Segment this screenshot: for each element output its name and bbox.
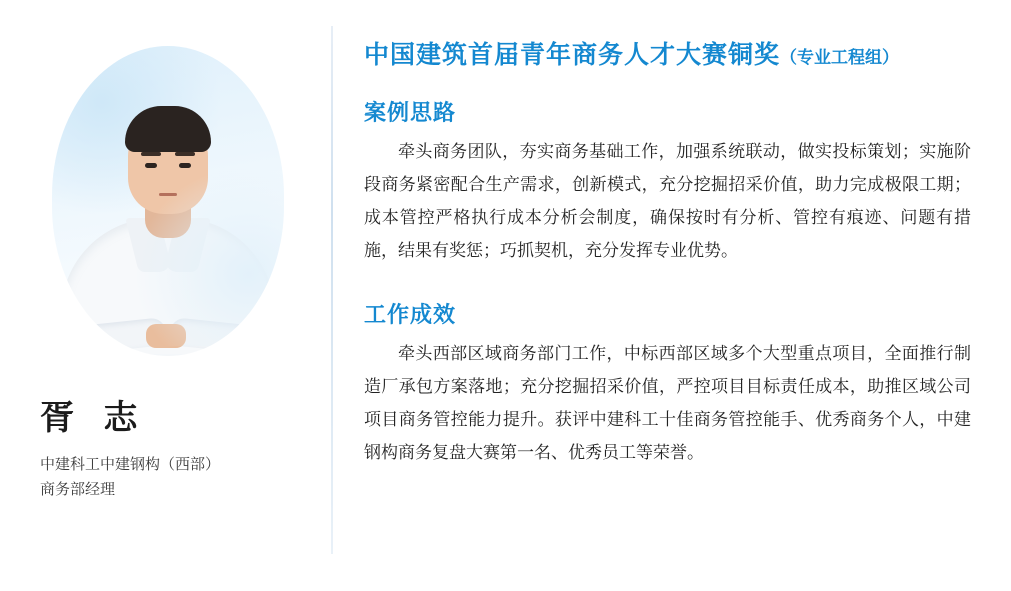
portrait-collar-right (163, 218, 210, 272)
portrait-photo (52, 46, 284, 356)
portrait-eyebrow-right (175, 152, 195, 156)
portrait-mouth (159, 193, 177, 196)
section-work-results (364, 298, 971, 470)
profile-column (0, 0, 330, 591)
portrait-neck (145, 198, 191, 238)
content-column (330, 0, 1011, 591)
section-heading-case-approach: 案例思路 (364, 100, 457, 125)
portrait-figure (52, 56, 284, 356)
section-body-case-approach: 牵头商务团队，夯实商务基础工作，加强系统联动，做实投标策划；实施阶段商务紧密配合生产需求，创新模式，充分挖掘招采价值，助力完成极限工期；成本管控严格执行成本分析会制度，确保按时有分析、管控有痕迹、问题有措施，结果有奖惩；巧抓契机，充分发挥专业优势。 (364, 142, 971, 261)
vertical-divider (331, 26, 333, 554)
portrait-eyebrow-left (141, 152, 161, 156)
portrait-eye-right (179, 163, 191, 168)
award-category: （专业工程组） (780, 48, 900, 67)
portrait-hand (146, 324, 186, 348)
section-body-work-results: 牵头西部区域商务部门工作，中标西部区域多个大型重点项目，全面推行制造厂承包方案落地；充分挖掘招采价值，严控项目目标责任成本，助推区域公司项目商务管控能力提升。获评中建科工十佳商务管控能手、优秀商务个人，中建钢构商务复盘大赛第一名、优秀员工等荣誉。 (364, 343, 971, 462)
award-title-main: 中国建筑首届青年商务人才大赛铜奖 (364, 41, 781, 69)
profile-role: 商务部经理 (40, 480, 116, 498)
profile-name: 胥 志 (40, 399, 148, 437)
portrait-hair (125, 106, 211, 152)
section-heading-work-results: 工作成效 (364, 301, 457, 327)
profile-company: 中建科工中建钢构（西部） (40, 456, 221, 473)
section-case-approach (364, 96, 971, 268)
profile-affiliation (40, 453, 290, 503)
award-title (364, 40, 971, 70)
portrait-eye-left (145, 163, 157, 168)
